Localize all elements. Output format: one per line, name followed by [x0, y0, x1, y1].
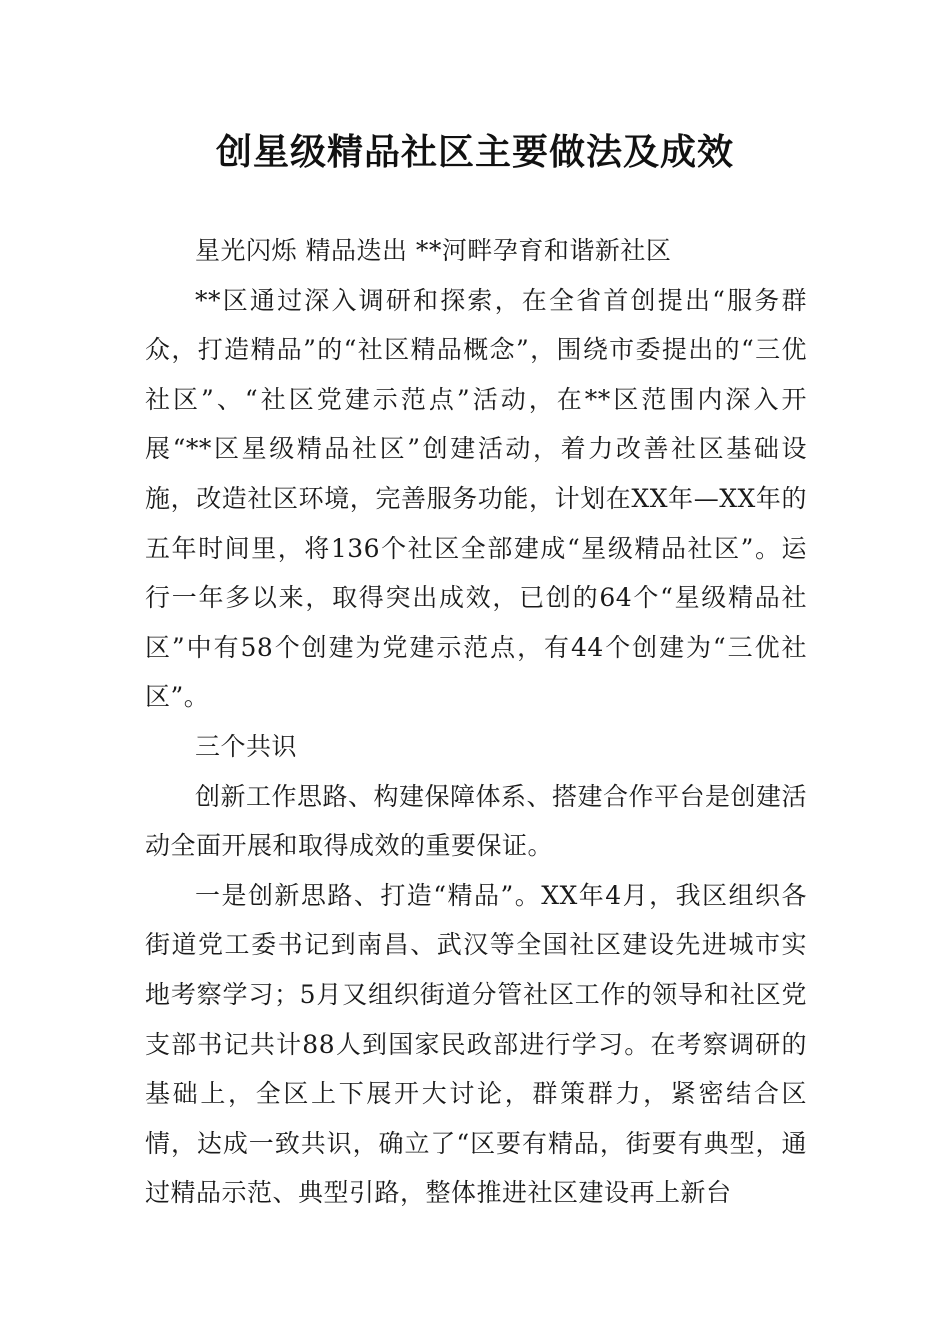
document-title: 创星级精品社区主要做法及成效	[215, 132, 734, 173]
section-heading: 三个共识	[195, 731, 298, 761]
intro-paragraph: **区通过深入调研和探索，在全省首创提出“服务群众，打造精品”的“社区精品概念”，围绕市委提出的“三优社区”、“社区党建示范点”活动，在**区范围内深入开展“**区星级精品社区”创建活动，着力改善社区基础设施，改造社区环境，完善服务功能，计划在XX年—XX年的五年时间里，将136个社区全部建成“星级精品社区”。运行一年多以来，取得突出成效，已创的64个“星级精品社区”中有58个创建为党建示范点，有44个创建为“三优社区”。	[145, 285, 807, 712]
document-body	[145, 226, 807, 1218]
subtitle-paragraph: 星光闪烁 精品迭出 **河畔孕育和谐新社区	[195, 236, 672, 265]
consensus-paragraph: 创新工作思路、构建保障体系、搭建合作平台是创建活动全面开展和取得成效的重要保证。	[145, 781, 808, 861]
point-one-paragraph: 一是创新思路、打造“精品”。XX年4月，我区组织各街道党工委书记到南昌、武汉等全国社区建设先进城市实地考察学习；5月又组织街道分管社区工作的领导和社区党支部书记共计88人到国家民政部进行学习。在考察调研的基础上，全区上下展开大讨论，群策群力，紧密结合区情，达成一致共识，确立了“区要有精品，街要有典型，通过精品示范、典型引路，整体推进社区建设再上新台	[145, 880, 807, 1208]
